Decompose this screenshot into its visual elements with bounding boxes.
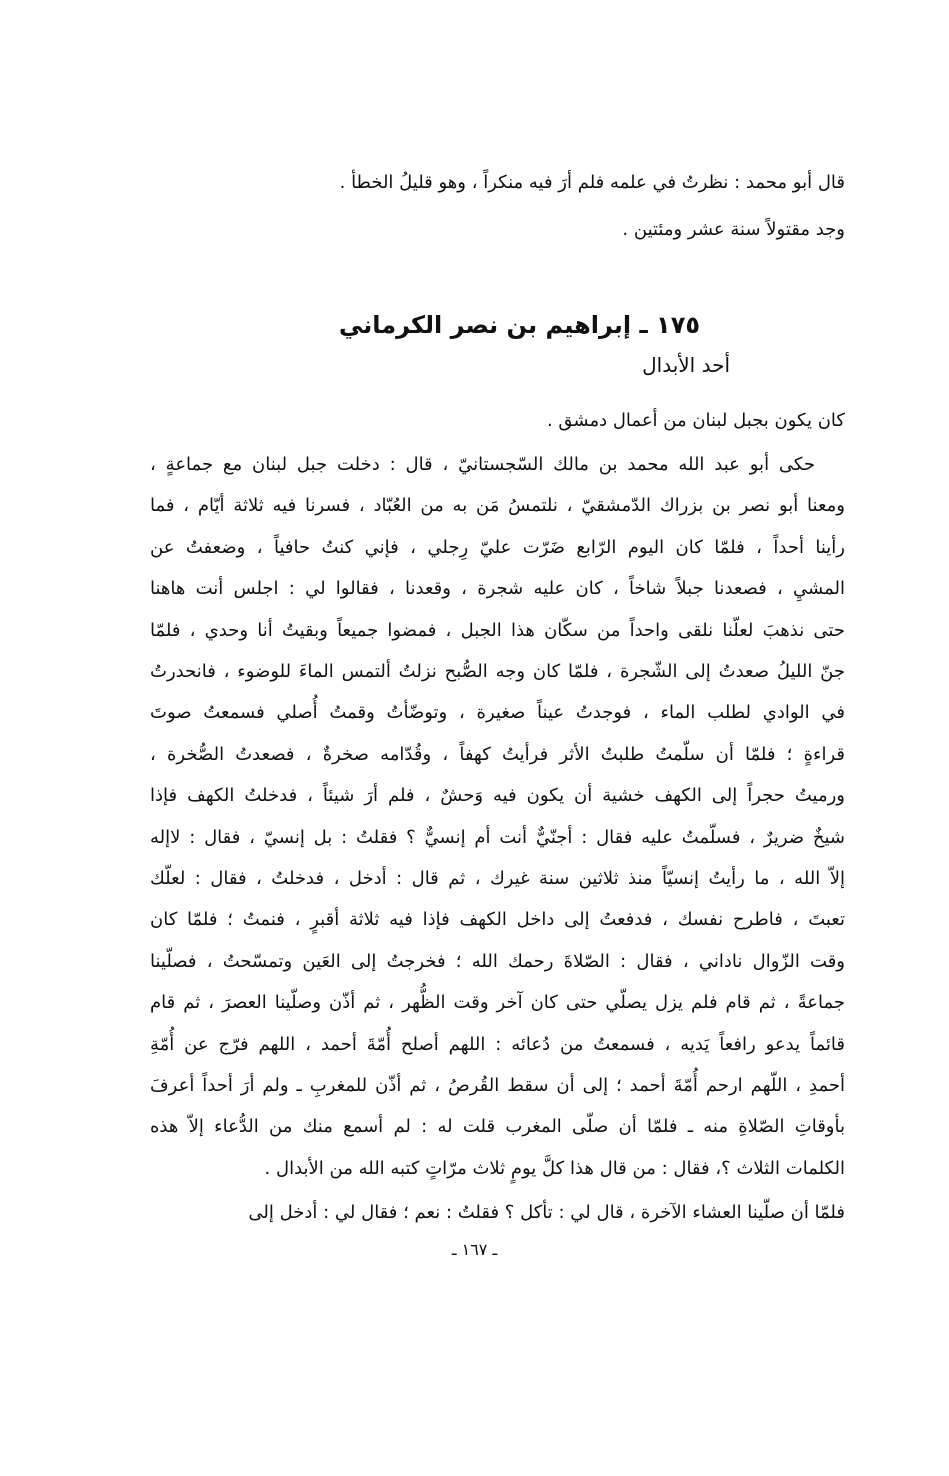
intro-line: قال أبو محمد : نظرتُ في علمه فلم أرَ فيه منكراً ، وهو قليلُ الخطأ . [339,172,845,193]
paragraph-line: ورميتُ حجراً إلى الكهف خشية أن يكون فيه وَحشٌ ، فلم أرَ شيئاً ، فدخلتُ الكهف فإذا [150,785,845,807]
paragraph-line: قراءةٍ ؛ فلمّا أن سلّمتُ طلبتُ الأثر فرأيتُ كهفاً ، وقُدّامه صخرةٌ ، فصعدتُ الصُّخرة ، [150,743,845,765]
paragraph-line: المشيِ ، فصعدنا جبلاً شاخاً ، كان عليه شجرة ، وقعدنا ، فقالوا لي : اجلس أنت هاهنا [150,578,845,600]
paragraph-line: إلاّ الله ، ما رأيتُ إنسيّاً منذ ثلاثين سنة غيرك ، ثم قال : أدخل ، فدخلتُ ، فقال : لعلّك [150,868,845,889]
paragraph-line: رأينا أحداً ، فلمّا كان اليوم الرّابع ضَرّت عليّ رِجلي ، فإني كنتُ حافياً ، وضعفتُ عن [150,536,845,558]
paragraph-line: ومعنا أبو نصر بن بزراك الدّمشقيّ ، نلتمسُ مَن به من العُبّاد ، فسرنا فيه ثلاثة أيّام ، فما [150,495,845,517]
entry-subtitle: أحد الأبدال [642,353,730,377]
paragraph-line: أحمدِ ، اللّهم ارحم أُمّةَ أحمد ؛ إلى أن سقط القُرصُ ، ثم أذّن للمغربِ ـ ولم أرَ أحداً أعرفَ [150,1075,845,1096]
page-number: ـ ١٦٧ ـ [451,1240,498,1259]
paragraph-line: قائماً يدعو رافعاً يَديه ، فسمعتُ من دُعائه : اللهم أصلح أُمّةَ أحمد ، اللهم فرّج عن أُمّةِ [150,1033,845,1055]
intro-line: وجد مقتولاً سنة عشر ومئتين . [622,219,845,240]
paragraph-line: جماعةً ، ثم قام فلم يزل يصلّي حتى كان آخر وقت الظُّهر ، ثم أذّن وصلّينا العصرَ ، ثم قام [150,992,845,1014]
paragraph-line: الكلمات الثلاث ؟، فقال : من قال هذا كلَّ يومٍ ثلاث مرّاتٍ كتبه الله من الأبدال . [264,1157,845,1179]
paragraph-line: جنّ الليلُ صعدتُ إلى الشّجرة ، فلمّا كان وجه الصُّبح نزلتُ ألتمس الماءَ للوضوء ، فانحدرتُ [150,661,845,682]
final-line: فلمّا أن صلّينا العشاء الآخرة ، قال لي : تأكل ؟ فقلتُ : نعم ؛ فقال لي : أدخل إلى [248,1202,845,1223]
paragraph-line: في الوادي لطلب الماء ، فوجدتُ عيناً صغيرة ، وتوضّأتُ وقمتُ أُصلي فسمعتُ صوتَ [150,702,845,724]
paragraph-line: شيخٌ ضريرٌ ، فسلّمتُ عليه فقال : أجنّيٌّ أنت أم إنسيٌّ ؟ فقلتُ : بل إنسيّ ، فقال : لاإله [150,826,845,848]
paragraph-line: حكى أبو عبد الله محمد بن مالك السّجستانيّ ، قال : دخلت جبل لبنان مع جماعةٍ ، [150,454,815,475]
paragraph-line: تعبتَ ، فاطرح نفسك ، فدفعتُ إلى داخل الكهف فإذا فيه ثلاثة أقبرٍ ، فنمتُ ؛ فلمّا كان [150,909,845,931]
paragraph-line: وقت الزّوال ناداني ، فقال : الصّلاةَ رحمك الله ؛ فخرجتُ إلى العَين وتمسّحتُ ، فصلّينا [150,950,845,972]
paragraph-line: حتى نذهبَ لعلّنا نلقى واحداً من سكّان هذا الجبل ، فمضوا جميعاً وبقيتُ أنا وحدي ، فلمّا [150,619,845,641]
location-line: كان يكون بجبل لبنان من أعمال دمشق . [546,410,845,431]
paragraph-line: بأوقاتِ الصّلاةِ منه ـ فلمّا أن صلّى المغرب قلت له : لم أسمع منك من الدُّعاء إلاّ هذه [150,1116,845,1138]
entry-title: ١٧٥ ـ إبراهيم بن نصر الكرماني [338,311,700,339]
